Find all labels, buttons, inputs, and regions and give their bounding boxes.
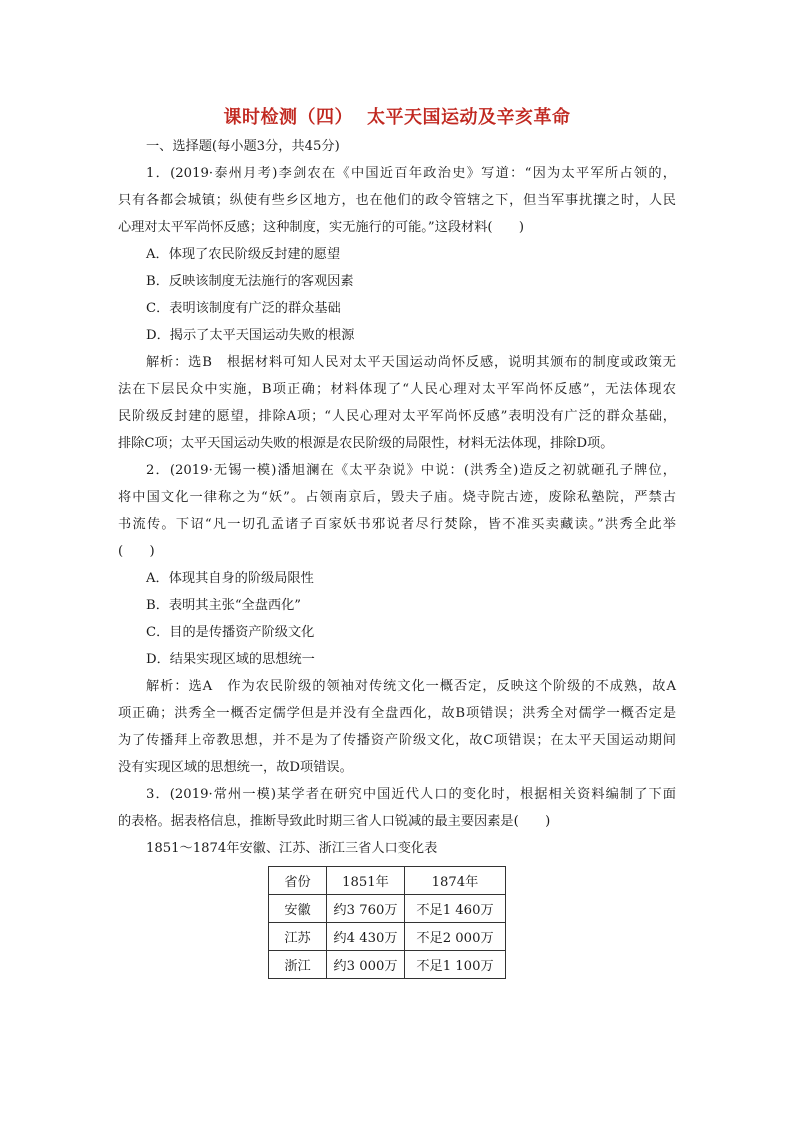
table-header-1851: 1851年 <box>327 867 405 895</box>
question-3-line-2: 的表格。据表格信息，推断导致此时期三省人口锐减的最主要因素是( ) <box>118 814 551 829</box>
question-2-option-a: A．体现其自身的阶级局限性 <box>146 571 314 586</box>
question-1-option-b: B．反映该制度无法施行的客观因素 <box>146 274 354 289</box>
title-part-1: 课时检测（四） <box>223 107 353 128</box>
document-page <box>118 106 676 979</box>
table-cell: 浙江 <box>269 951 327 979</box>
question-2-analysis-line-2: 项正确；洪秀全一概否定儒学但是并没有全盘西化，故B项错误；洪秀全对儒学一概否定是 <box>118 706 676 721</box>
table-cell: 不足1 100万 <box>405 951 506 979</box>
question-2-option-c: C．目的是传播资产阶级文化 <box>146 625 315 640</box>
question-1-analysis-line-1: 解析：选B 根据材料可知人民对太平天国运动尚怀反感，说明其颁布的制度或政策无 <box>146 355 676 370</box>
question-1-analysis-line-2: 法在下层民众中实施，B项正确；材料体现了“人民心理对太平军尚怀反感”，无法体现农 <box>118 382 676 397</box>
question-1-option-c: C．表明该制度有广泛的群众基础 <box>146 301 341 316</box>
table-cell: 安徽 <box>269 895 327 923</box>
table-header-province: 省份 <box>269 867 327 895</box>
table-header-1874: 1874年 <box>405 867 506 895</box>
question-2-option-d: D．结果实现区域的思想统一 <box>146 652 315 667</box>
table-row <box>269 895 506 923</box>
question-2-line-2: 将中国文化一律称之为“妖”。占领南京后，毁夫子庙。烧寺院古迹，废除私塾院，严禁古 <box>118 490 676 505</box>
question-1-line-1: 1．(2019·泰州月考)李剑农在《中国近百年政治史》写道：“因为太平军所占领的， <box>146 166 676 181</box>
table-row <box>269 923 506 951</box>
section-heading: 一、选择题(每小题3分，共45分) <box>146 139 340 154</box>
question-1 <box>118 160 676 457</box>
question-1-line-2: 只有各都会城镇；纵使有些乡区地方，也在他们的政令管辖之下，但当军事扰攘之时，人民 <box>118 193 676 208</box>
question-1-analysis-line-3: 民阶级反封建的愿望，排除A项；“人民心理对太平军尚怀反感”表明没有广泛的群众基础， <box>118 409 676 424</box>
table-header-row <box>269 867 506 895</box>
question-2-option-b: B．表明其主张“全盘西化” <box>146 598 302 613</box>
question-2-analysis-line-1: 解析：选A 作为农民阶级的领袖对传统文化一概否定，反映这个阶级的不成熟，故A <box>146 679 676 694</box>
table-cell: 约3 760万 <box>327 895 405 923</box>
question-2-line-1: 2．(2019·无锡一模)潘旭澜在《太平杂说》中说：(洪秀全)造反之初就砸孔子牌位， <box>146 463 676 478</box>
question-2-analysis-line-3: 为了传播拜上帝教思想，并不是为了传播资产阶级文化，故C项错误；在太平天国运动期间 <box>118 733 676 748</box>
question-3-line-1: 3．(2019·常州一模)某学者在研究中国近代人口的变化时，根据相关资料编制了下面 <box>146 787 676 802</box>
table-cell: 不足1 460万 <box>405 895 506 923</box>
question-2 <box>118 457 676 781</box>
population-table <box>268 866 506 979</box>
question-2-line-3: 书流传。下诏“凡一切孔孟诸子百家妖书邪说者尽行焚除，皆不准买卖藏读。”洪秀全此举 <box>118 517 676 532</box>
table-cell: 江苏 <box>269 923 327 951</box>
question-1-analysis-line-4: 排除C项；太平天国运动失败的根源是农民阶级的局限性，材料无法体现，排除D项。 <box>118 436 614 451</box>
question-1-line-3: 心理对太平军尚怀反感；这种制度，实无施行的可能。”这段材料( ) <box>118 220 525 235</box>
question-1-option-d: D．揭示了太平天国运动失败的根源 <box>146 328 355 343</box>
question-2-analysis-line-4: 没有实现区域的思想统一，故D项错误。 <box>118 760 353 775</box>
table-cell: 约3 000万 <box>327 951 405 979</box>
table-cell: 约4 430万 <box>327 923 405 951</box>
table-cell: 不足2 000万 <box>405 923 506 951</box>
question-2-line-4: ( ) <box>118 544 155 559</box>
table-caption: 1851～1874年安徽、江苏、浙江三省人口变化表 <box>146 841 438 856</box>
question-3 <box>118 781 676 979</box>
title-part-2: 太平天国运动及辛亥革命 <box>367 107 571 128</box>
table-row <box>269 951 506 979</box>
question-1-option-a: A．体现了农民阶级反封建的愿望 <box>146 247 341 262</box>
page-title <box>118 106 676 130</box>
